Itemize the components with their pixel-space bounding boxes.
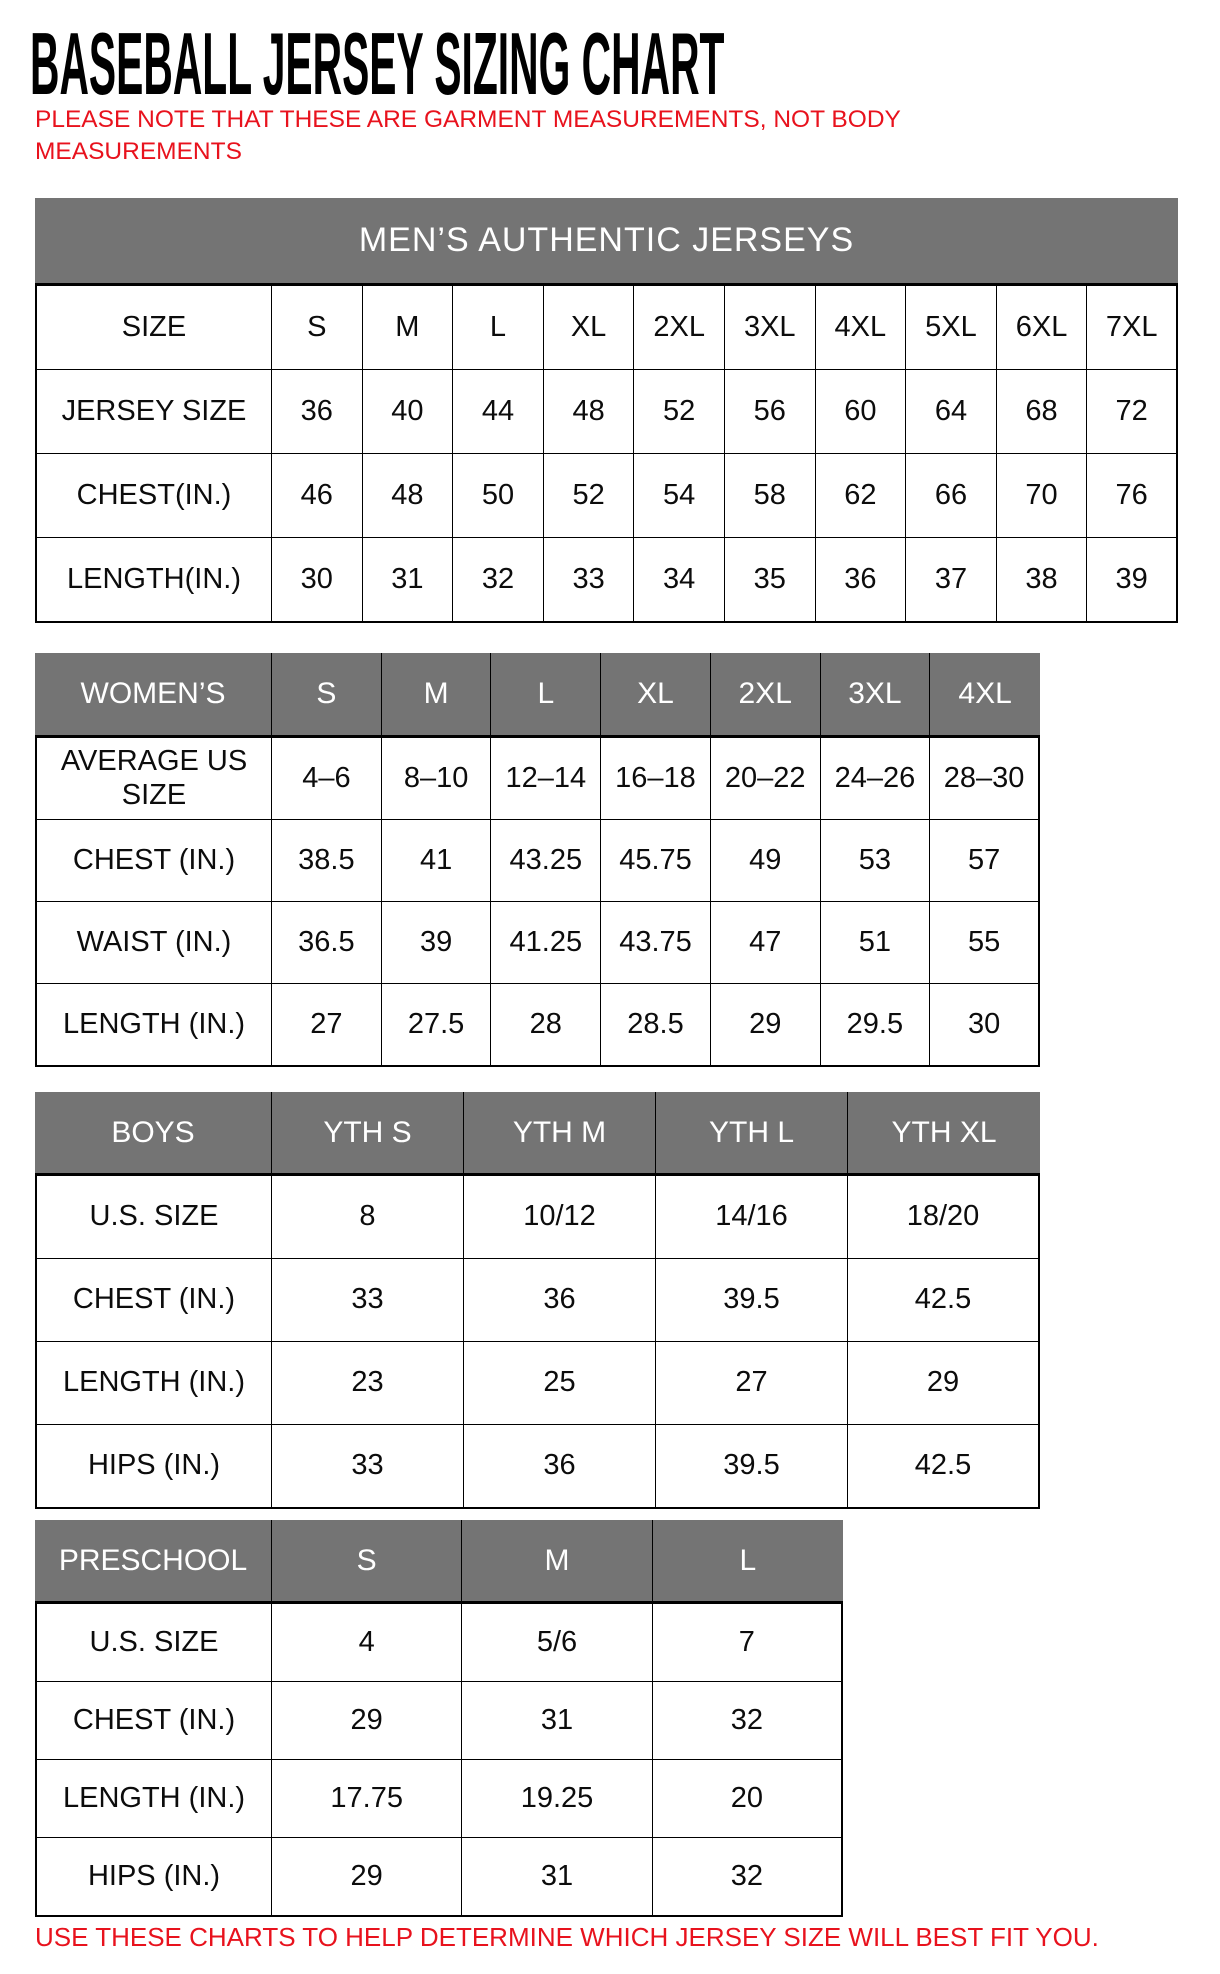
value-cell: 41.25: [491, 902, 601, 984]
table-row: [35, 820, 1040, 902]
value-cell: 36: [464, 1425, 656, 1509]
value-cell: 52: [544, 454, 635, 538]
row-label-cell: CHEST (IN.): [35, 820, 272, 902]
value-cell: 5/6: [462, 1604, 652, 1682]
table-header-row: [35, 653, 1040, 738]
table-banner-row: [35, 198, 1178, 286]
value-cell: 36: [816, 538, 907, 623]
value-cell: 31: [363, 538, 454, 623]
value-cell: 32: [453, 538, 544, 623]
garment-measurement-note: PLEASE NOTE THAT THESE ARE GARMENT MEASUREMENTS, NOT BODY MEASUREMENTS: [35, 106, 901, 166]
table-row: [35, 1259, 1040, 1342]
table-title-cell: PRESCHOOL: [35, 1520, 272, 1604]
row-label-cell: CHEST (IN.): [35, 1259, 272, 1342]
value-cell: 54: [634, 454, 725, 538]
value-cell: 4XL: [816, 286, 907, 370]
row-label-cell: HIPS (IN.): [35, 1838, 272, 1917]
value-cell: 48: [363, 454, 454, 538]
value-cell: 31: [462, 1682, 652, 1760]
value-cell: 4–6: [272, 738, 382, 820]
size-column-header: S: [272, 653, 382, 738]
value-cell: 10/12: [464, 1176, 656, 1259]
value-cell: 4: [272, 1604, 462, 1682]
table-row: [35, 1760, 843, 1838]
value-cell: 29: [272, 1682, 462, 1760]
size-column-header: 4XL: [930, 653, 1040, 738]
value-cell: 52: [634, 370, 725, 454]
table-title-cell: WOMEN’S: [35, 653, 272, 738]
value-cell: 19.25: [462, 1760, 652, 1838]
value-cell: 50: [453, 454, 544, 538]
row-label-cell: LENGTH (IN.): [35, 1342, 272, 1425]
value-cell: 27: [272, 984, 382, 1067]
value-cell: 39: [1087, 538, 1178, 623]
size-column-header: YTH L: [656, 1092, 848, 1176]
value-cell: 38.5: [272, 820, 382, 902]
value-cell: 57: [930, 820, 1040, 902]
row-label-cell: SIZE: [35, 286, 272, 370]
value-cell: 8–10: [382, 738, 492, 820]
value-cell: 68: [997, 370, 1088, 454]
value-cell: 12–14: [491, 738, 601, 820]
size-column-header: M: [462, 1520, 652, 1604]
value-cell: 20: [653, 1760, 843, 1838]
row-label-cell: WAIST (IN.): [35, 902, 272, 984]
table-row: [35, 984, 1040, 1067]
value-cell: 16–18: [601, 738, 711, 820]
value-cell: 35: [725, 538, 816, 623]
table-row: [35, 370, 1178, 454]
value-cell: 39: [382, 902, 492, 984]
value-cell: 3XL: [725, 286, 816, 370]
value-cell: 14/16: [656, 1176, 848, 1259]
value-cell: 20–22: [711, 738, 821, 820]
value-cell: 29: [272, 1838, 462, 1917]
value-cell: 48: [544, 370, 635, 454]
size-column-header: 2XL: [711, 653, 821, 738]
size-column-header: L: [491, 653, 601, 738]
row-label-cell: JERSEY SIZE: [35, 370, 272, 454]
value-cell: L: [453, 286, 544, 370]
value-cell: 37: [906, 538, 997, 623]
value-cell: 51: [821, 902, 931, 984]
value-cell: 64: [906, 370, 997, 454]
row-label-cell: AVERAGE US SIZE: [35, 738, 272, 820]
value-cell: 43.25: [491, 820, 601, 902]
size-column-header: XL: [601, 653, 711, 738]
value-cell: 36: [272, 370, 363, 454]
value-cell: 39.5: [656, 1259, 848, 1342]
size-column-header: S: [272, 1520, 462, 1604]
size-column-header: L: [653, 1520, 843, 1604]
value-cell: 38: [997, 538, 1088, 623]
table-row: [35, 538, 1178, 623]
row-label-cell: LENGTH(IN.): [35, 538, 272, 623]
value-cell: 29: [711, 984, 821, 1067]
value-cell: 70: [997, 454, 1088, 538]
row-label-cell: U.S. SIZE: [35, 1176, 272, 1259]
value-cell: 76: [1087, 454, 1178, 538]
row-label-cell: CHEST(IN.): [35, 454, 272, 538]
size-column-header: YTH S: [272, 1092, 464, 1176]
value-cell: 43.75: [601, 902, 711, 984]
value-cell: 62: [816, 454, 907, 538]
value-cell: 7XL: [1087, 286, 1178, 370]
value-cell: 53: [821, 820, 931, 902]
value-cell: 33: [272, 1425, 464, 1509]
page-title: BASEBALL JERSEY SIZING CHART: [30, 14, 725, 114]
boys-sizing-table: [35, 1092, 1040, 1509]
preschool-sizing-table: [35, 1520, 843, 1917]
value-cell: 25: [464, 1342, 656, 1425]
table-header-row: [35, 1520, 843, 1604]
value-cell: 31: [462, 1838, 652, 1917]
value-cell: 41: [382, 820, 492, 902]
table-row: [35, 1176, 1040, 1259]
womens-sizing-table: [35, 653, 1040, 1067]
table-title-cell: BOYS: [35, 1092, 272, 1176]
row-label-cell: U.S. SIZE: [35, 1604, 272, 1682]
value-cell: 5XL: [906, 286, 997, 370]
value-cell: 42.5: [848, 1259, 1040, 1342]
table-row: [35, 902, 1040, 984]
table-row: [35, 1342, 1040, 1425]
value-cell: 28.5: [601, 984, 711, 1067]
size-column-header: 3XL: [821, 653, 931, 738]
value-cell: 30: [930, 984, 1040, 1067]
value-cell: 34: [634, 538, 725, 623]
table-row: [35, 1682, 843, 1760]
value-cell: 33: [544, 538, 635, 623]
table-row: [35, 738, 1040, 820]
row-label-cell: LENGTH (IN.): [35, 1760, 272, 1838]
table-row: [35, 454, 1178, 538]
table-row: [35, 286, 1178, 370]
table-row: [35, 1604, 843, 1682]
value-cell: 27.5: [382, 984, 492, 1067]
size-column-header: YTH XL: [848, 1092, 1040, 1176]
row-label-cell: LENGTH (IN.): [35, 984, 272, 1067]
value-cell: 72: [1087, 370, 1178, 454]
value-cell: 30: [272, 538, 363, 623]
value-cell: 47: [711, 902, 821, 984]
value-cell: 58: [725, 454, 816, 538]
value-cell: 49: [711, 820, 821, 902]
value-cell: 36.5: [272, 902, 382, 984]
value-cell: 29.5: [821, 984, 931, 1067]
table-row: [35, 1425, 1040, 1509]
value-cell: 44: [453, 370, 544, 454]
size-column-header: YTH M: [464, 1092, 656, 1176]
value-cell: 28: [491, 984, 601, 1067]
value-cell: 18/20: [848, 1176, 1040, 1259]
value-cell: 2XL: [634, 286, 725, 370]
value-cell: 32: [653, 1838, 843, 1917]
row-label-cell: CHEST (IN.): [35, 1682, 272, 1760]
table-banner: MEN’S AUTHENTIC JERSEYS: [35, 198, 1178, 286]
value-cell: 29: [848, 1342, 1040, 1425]
value-cell: 55: [930, 902, 1040, 984]
mens-authentic-jerseys-table: [35, 198, 1178, 623]
value-cell: 27: [656, 1342, 848, 1425]
value-cell: XL: [544, 286, 635, 370]
value-cell: 36: [464, 1259, 656, 1342]
value-cell: 39.5: [656, 1425, 848, 1509]
value-cell: 60: [816, 370, 907, 454]
value-cell: 56: [725, 370, 816, 454]
value-cell: 45.75: [601, 820, 711, 902]
value-cell: 8: [272, 1176, 464, 1259]
value-cell: M: [363, 286, 454, 370]
size-column-header: M: [382, 653, 492, 738]
table-row: [35, 1838, 843, 1917]
value-cell: 23: [272, 1342, 464, 1425]
value-cell: 28–30: [930, 738, 1040, 820]
value-cell: S: [272, 286, 363, 370]
value-cell: 7: [653, 1604, 843, 1682]
table-header-row: [35, 1092, 1040, 1176]
value-cell: 40: [363, 370, 454, 454]
value-cell: 32: [653, 1682, 843, 1760]
value-cell: 33: [272, 1259, 464, 1342]
fit-advice-footer: USE THESE CHARTS TO HELP DETERMINE WHICH JERSEY SIZE WILL BEST FIT YOU.: [35, 1922, 1099, 1952]
value-cell: 6XL: [997, 286, 1088, 370]
value-cell: 24–26: [821, 738, 931, 820]
value-cell: 42.5: [848, 1425, 1040, 1509]
value-cell: 66: [906, 454, 997, 538]
value-cell: 17.75: [272, 1760, 462, 1838]
row-label-cell: HIPS (IN.): [35, 1425, 272, 1509]
value-cell: 46: [272, 454, 363, 538]
